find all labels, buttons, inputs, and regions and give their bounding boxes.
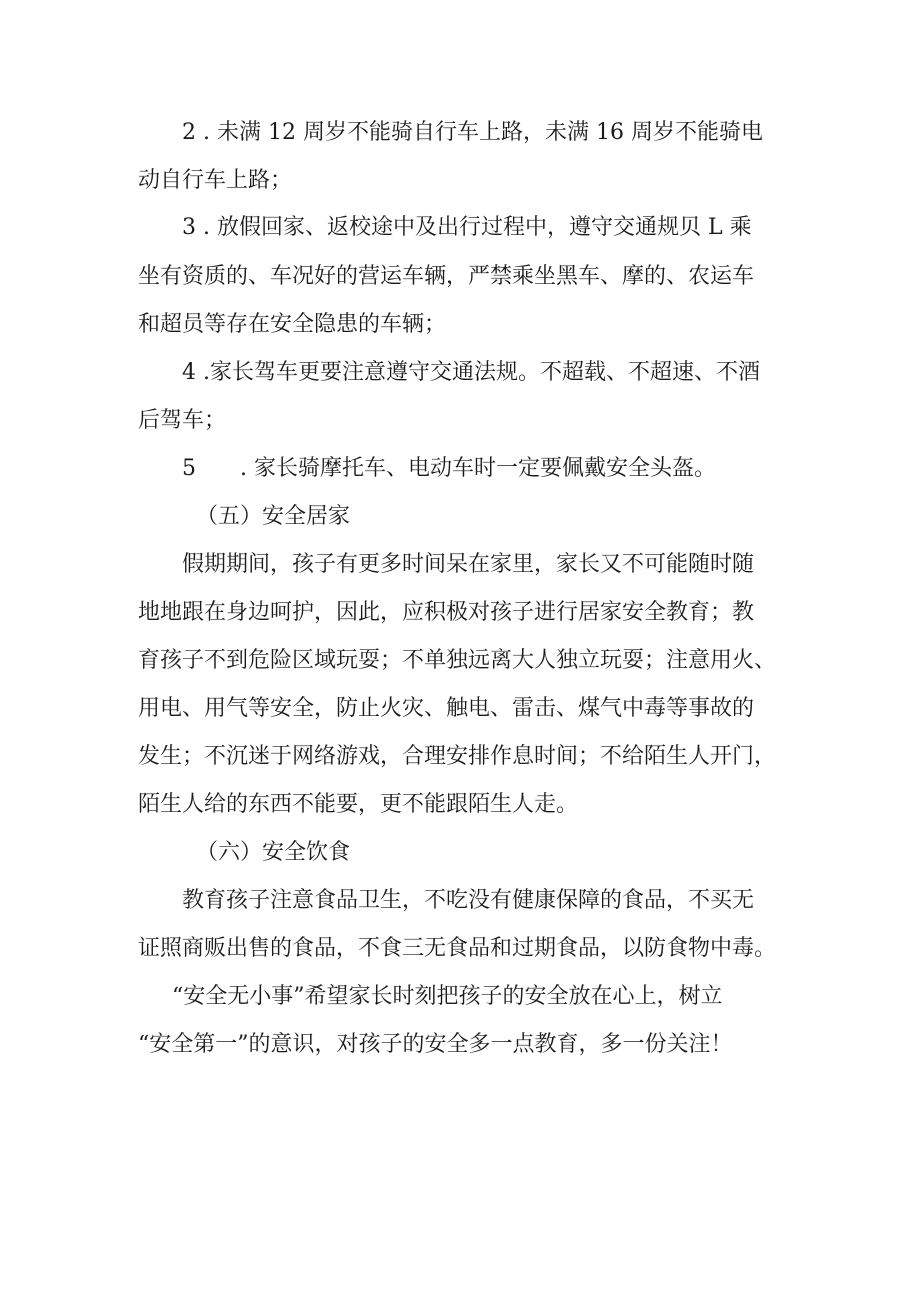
section-6-line-1: 教育孩子注意食品卫生，不吃没有健康保障的食品，不买无 bbox=[182, 888, 755, 913]
item-3-line-2: 坐有资质的、车况好的营运车辆，严禁乘坐黑车、摩的、农运车 bbox=[138, 264, 755, 289]
closing-line-1: “安全无小事”希望家长时刻把孩子的安全放在心上，树立 bbox=[172, 984, 723, 1009]
item-4-line-2: 后驾车； bbox=[138, 408, 227, 433]
item-2-line-2: 动自行车上路； bbox=[138, 168, 293, 193]
item-2-text-1: 2 . 未满 12 周岁不能骑自行车上路，未满 16 周岁不能骑电 bbox=[182, 120, 763, 145]
section-5-line-3: 育孩子不到危险区域玩耍；不单独远离大人独立玩耍；注意用火、 bbox=[138, 648, 777, 673]
item-2-line-1 bbox=[182, 118, 792, 148]
section-6-heading: （六）安全饮食 bbox=[196, 840, 351, 865]
section-6-line-2: 证照商贩出售的食品，不食三无食品和过期食品，以防食物中毒。 bbox=[138, 936, 777, 961]
item-5-text: . 家长骑摩托车、电动车时一定要佩戴安全头盔。 bbox=[240, 456, 716, 481]
section-5-line-1: 假期期间，孩子有更多时间呆在家里，家长又不可能随时随 bbox=[182, 552, 755, 577]
section-5-line-4: 用电、用气等安全，防止火灾、触电、雷击、煤气中毒等事故的 bbox=[138, 696, 755, 721]
section-5-line-2: 地地跟在身边呵护，因此，应积极对孩子进行居家安全教育；教 bbox=[138, 600, 755, 625]
closing-line-2: “安全第一”的意识，对孩子的安全多一点教育，多一份关注！ bbox=[138, 1032, 733, 1057]
item-3-line-1: 3 . 放假回家、返校途中及出行过程中，遵守交通规贝 L 乘 bbox=[182, 215, 752, 240]
item-5-number: 5 bbox=[182, 456, 196, 481]
item-4-line-1: 4 .家长驾车更要注意遵守交通法规。不超载、不超速、不酒 bbox=[182, 360, 760, 385]
section-5-heading: （五）安全居家 bbox=[196, 504, 351, 529]
item-3-line-3: 和超员等存在安全隐患的车辆； bbox=[138, 312, 447, 337]
section-5-line-5: 发生；不沉迷于网络游戏，合理安排作息时间；不给陌生人开门， bbox=[138, 744, 777, 769]
section-5-line-6: 陌生人给的东西不能要，更不能跟陌生人走。 bbox=[138, 792, 579, 817]
